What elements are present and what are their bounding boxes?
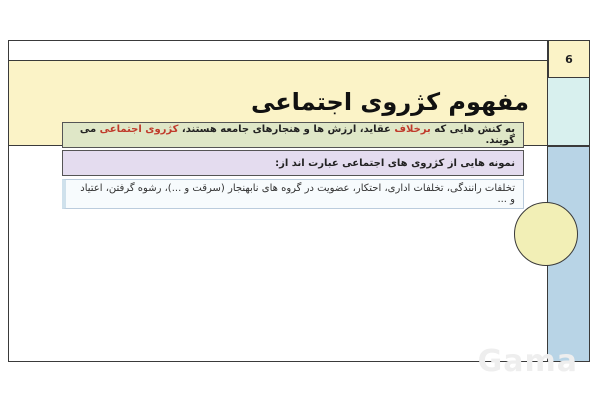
page-title: مفهوم کژروی اجتماعی	[250, 88, 529, 116]
slide-number: 6	[565, 52, 573, 66]
watermark-logo: Gama	[477, 344, 578, 379]
examples-heading-box	[62, 150, 524, 176]
definition-part-3: می گویند.	[79, 124, 515, 146]
definition-highlight-against: برخلاف	[394, 124, 431, 135]
examples-box	[62, 179, 524, 209]
decor-circle	[514, 202, 578, 266]
definition-box	[62, 122, 524, 148]
definition-highlight-term: کژروی اجتماعی	[99, 124, 179, 135]
examples-text: تخلفات رانندگی، تخلفات اداری، احتکار، عضویت در گروه های نابهنجار (سرقت و ...)، رشوه گرفتن، اعتیاد و ...	[80, 183, 515, 205]
definition-part-1: به کنش هایی که	[430, 124, 515, 135]
definition-text	[71, 124, 515, 146]
definition-part-2: عقاید، ارزش ها و هنجارهای جامعه هستند،	[178, 124, 395, 135]
examples-heading: نمونه هایی از کژروی های اجتماعی عبارت اند از:	[275, 157, 515, 169]
